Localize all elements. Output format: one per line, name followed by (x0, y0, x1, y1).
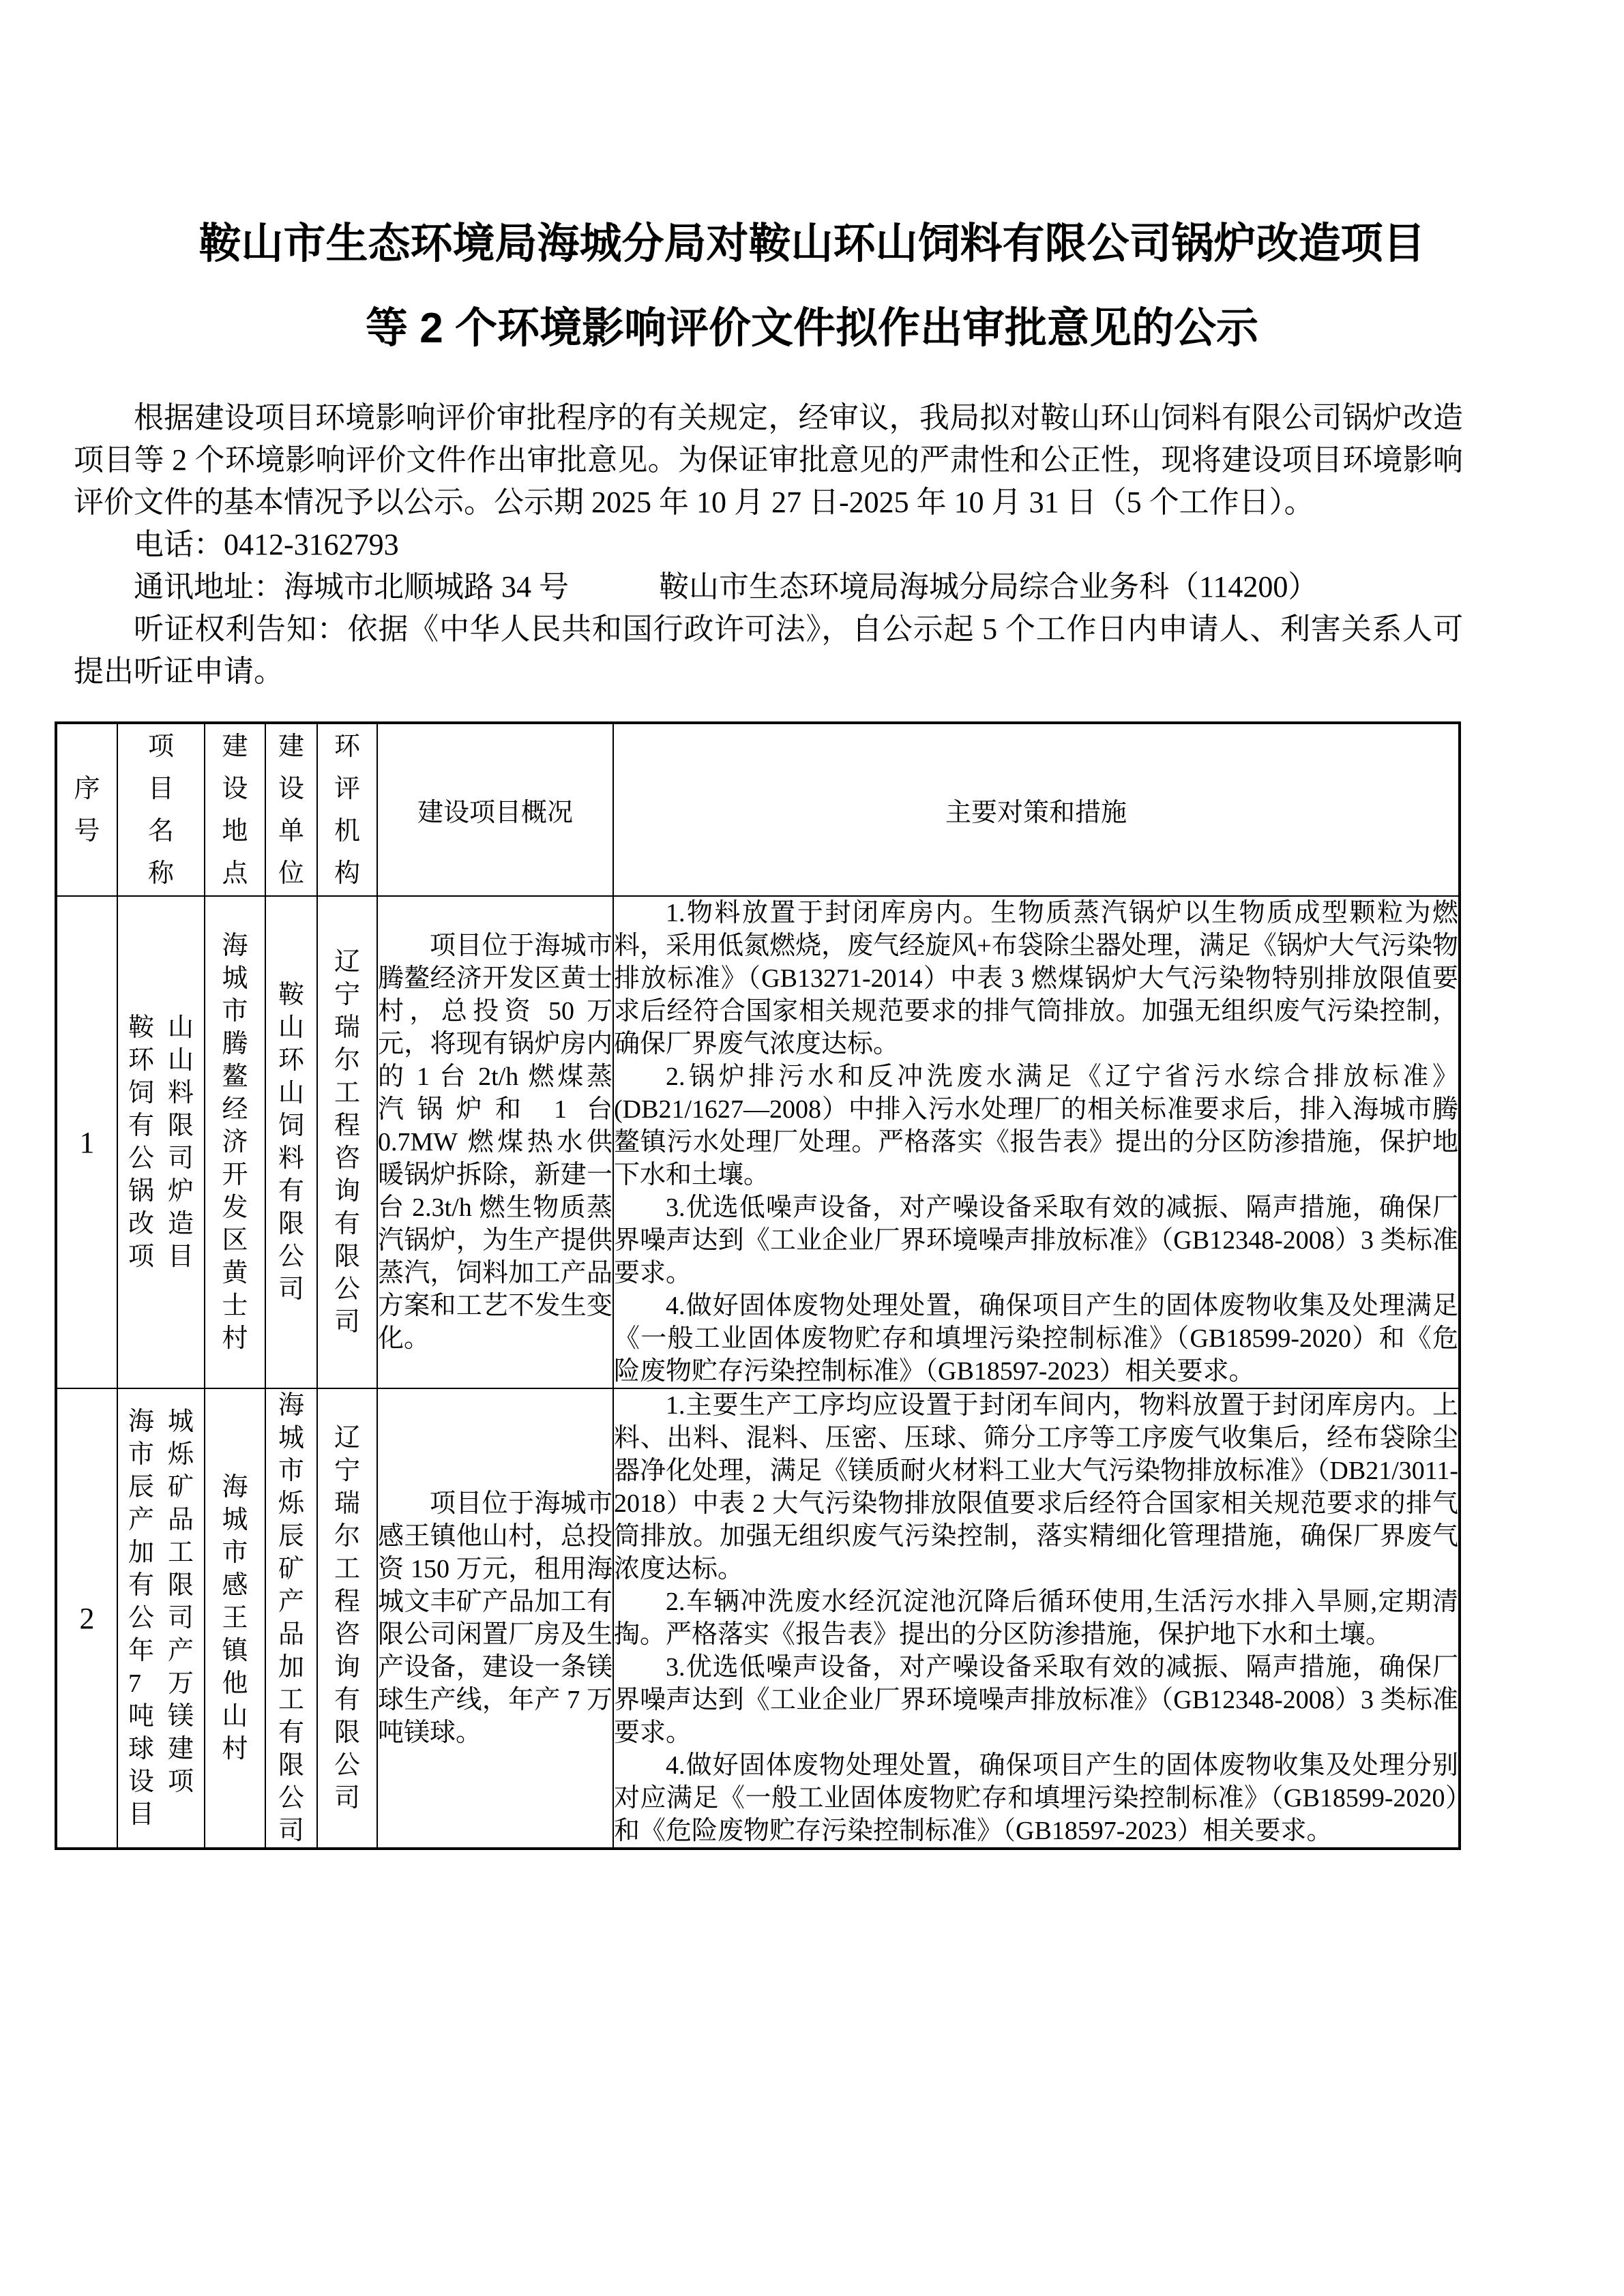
row1-overview (377, 896, 613, 1388)
row2-serial: 2 (56, 1388, 117, 1849)
row2-agency-text: 辽宁瑞尔工程咨询有限公司 (334, 1424, 360, 1813)
row2-measure-1: 1.主要生产工序均应设置于封闭车间内，物料放置于封闭库房内。上料、出料、混料、压密、压球、筛分工序等工序废气收集后，经布袋除尘器净化处理，满足《镁质耐火材料工业大气污染物排放标准》（DB21/3011-2018）中表 2 大气污染物排放限值要求后经符合国家相关规范要求的排气筒排放。加强无组织废气污染控制，落实精细化管理措施，确保厂界废气浓度达标。 (614, 1391, 1458, 1583)
header-serial (56, 723, 117, 896)
header-agency-label: 环评机构 (334, 732, 360, 888)
row2-measure-3: 3.优选低噪声设备，对产噪设备采取有效的减振、隔声措施，确保厂界噪声达到《工业企业厂界环境噪声排放标准》（GB12348-2008）3 类标准要求。 (614, 1653, 1458, 1747)
row1-project-name-text: 鞍山环山饲料有限公司锅炉改造项目 (128, 1013, 194, 1271)
row1-measure-2: 2.锅炉排污水和反冲洗废水满足《辽宁省污水综合排放标准》(DB21/1627—2008）中排入污水处理厂的相关标准要求后，排入海城市腾鳌镇污水处理厂处理。严格落实《报告表》提出的分区防渗措施，保护地下水和土壤。 (614, 1062, 1458, 1189)
row1-builder (265, 896, 317, 1388)
row2-agency (317, 1388, 377, 1849)
hearing-line: 听证权利告知：依据《中华人民共和国行政许可法》，自公示起 5 个工作日内申请人、利害关系人可提出听证申请。 (74, 612, 1463, 688)
row2-project-name (117, 1388, 205, 1849)
table-row-1 (56, 896, 1460, 1388)
table-header-row (56, 723, 1460, 896)
header-builder (265, 723, 317, 896)
header-overview: 建设项目概况 (377, 723, 613, 896)
page-title: 鞍山市生态环境局海城分局对鞍山环山饲料有限公司锅炉改造项目等 2 个环境影响评价文件拟作出审批意见的公示 (198, 220, 1426, 352)
row1-location-text: 海城市腾鳌经济开发区黄士村 (222, 931, 248, 1353)
projects-table (55, 721, 1461, 1850)
row1-serial: 1 (56, 896, 117, 1388)
header-project-name (117, 723, 205, 896)
row1-agency (317, 896, 377, 1388)
intro-block (74, 397, 1463, 693)
table-row-2 (56, 1388, 1460, 1849)
row2-project-name-text: 海城市烁辰矿产品加工有限公司年产 7 万吨镁球建设项目 (128, 1407, 194, 1829)
row2-overview (377, 1388, 613, 1849)
header-measures: 主要对策和措施 (613, 723, 1460, 896)
row1-builder-text: 鞍山环山饲料有限公司 (278, 981, 304, 1304)
row2-overview-text: 项目位于海城市感王镇他山村，总投资 150 万元，租用海城文丰矿产品加工有限公司闲置厂房及生产设备，建设一条镁球生产线，年产 7 万吨镁球。 (378, 1489, 612, 1747)
row1-measure-1: 1.物料放置于封闭库房内。生物质蒸汽锅炉以生物质成型颗粒为燃料，采用低氮燃烧，废气经旋风+布袋除尘器处理，满足《锅炉大气污染物排放标准》（GB13271-2014）中表 3 燃煤锅炉大气污染物特别排放限值要求后经符合国家相关规范要求的排气筒排放。加强无组织废气污染控制，确保厂界废气浓度达标。 (614, 899, 1458, 1058)
row1-overview-text: 项目位于海城市腾鳌经济开发区黄士村，总投资 50 万元，将现有锅炉房内的 1 台 2t/h 燃煤蒸汽锅炉和 1 台 0.7MW 燃煤热水供暖锅炉拆除，新建一台 2.3t/h 燃生物质蒸汽锅炉，为生产提供蒸汽，饲料加工产品方案和工艺不发生变化。 (378, 931, 612, 1353)
row1-measure-4: 4.做好固体废物处理处置，确保项目产生的固体废物收集及处理满足《一般工业固体废物贮存和填埋污染控制标准》（GB18599-2020）和《危险废物贮存污染控制标准》（GB18597-2023）相关要求。 (614, 1292, 1458, 1386)
row2-measures (613, 1388, 1460, 1849)
row2-measure-4: 4.做好固体废物处理处置，确保项目产生的固体废物收集及处理分别对应满足《一般工业固体废物贮存和填埋污染控制标准》（GB18599-2020）和《危险废物贮存污染控制标准》（GB18597-2023）相关要求。 (614, 1751, 1458, 1845)
row1-agency-text: 辽宁瑞尔工程咨询有限公司 (334, 948, 360, 1337)
row2-measure-2: 2.车辆冲洗废水经沉淀池沉降后循环使用,生活污水排入旱厕,定期清掏。严格落实《报告表》提出的分区防渗措施，保护地下水和土壤。 (614, 1587, 1458, 1649)
address-line: 通讯地址：海城市北顺城路 34 号 鞍山市生态环境局海城分局综合业务科（114200） (134, 570, 1318, 603)
header-builder-label: 建设单位 (278, 732, 304, 888)
row2-location-text: 海城市感王镇他山村 (222, 1473, 248, 1763)
row1-location (205, 896, 265, 1388)
header-location (205, 723, 265, 896)
row2-location (205, 1388, 265, 1849)
row1-measure-3: 3.优选低噪声设备，对产噪设备采取有效的减振、隔声措施，确保厂界噪声达到《工业企业厂界环境噪声排放标准》（GB12348-2008）3 类标准要求。 (614, 1193, 1458, 1287)
row1-measures (613, 896, 1460, 1388)
row1-project-name (117, 896, 205, 1388)
header-location-label: 建设地点 (222, 732, 248, 888)
row2-builder-text: 海城市烁辰矿产品加工有限公司 (278, 1391, 304, 1845)
header-project-name-label: 项目名称 (147, 732, 174, 888)
phone-line: 电话：0412-3162793 (134, 528, 399, 561)
header-agency (317, 723, 377, 896)
intro-paragraph: 根据建设项目环境影响评价审批程序的有关规定，经审议，我局拟对鞍山环山饲料有限公司锅炉改造项目等 2 个环境影响评价文件作出审批意见。为保证审批意见的严肃性和公正性，现将建设项目环境影响评价文件的基本情况予以公示。公示期 2025 年 10 月 27 日-2025 年 10 月 31 日（5 个工作日）。 (74, 401, 1463, 519)
header-serial-label: 序号 (74, 774, 100, 846)
row2-builder (265, 1388, 317, 1849)
